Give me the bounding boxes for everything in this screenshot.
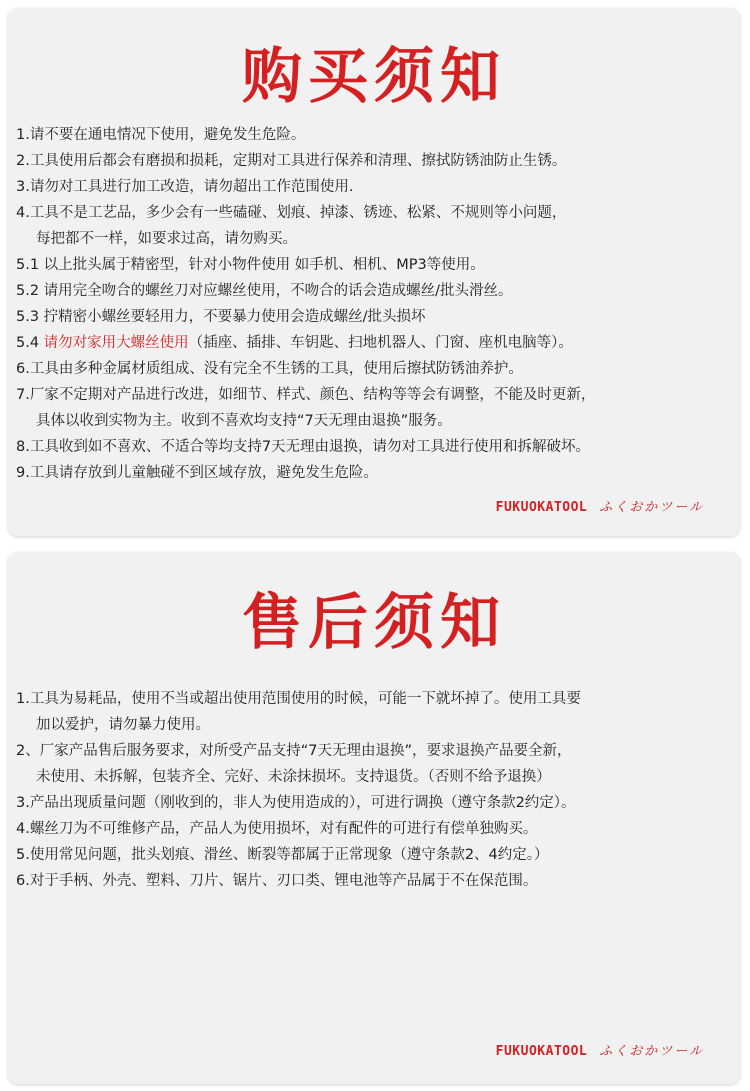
item-continuation: 具体以收到实物为主。收到不喜欢均支持“7天无理由退换”服务。 bbox=[36, 413, 452, 429]
after-sales-notice-list bbox=[16, 686, 732, 894]
item-continuation: 未使用、未拆解，包装齐全、完好、未涂抹损坏。支持退货。（否则不给予退换） bbox=[36, 769, 551, 785]
brand-signature bbox=[496, 1040, 704, 1059]
list-item bbox=[16, 200, 732, 252]
item-continuation: 加以爱护，请勿暴力使用。 bbox=[36, 717, 210, 733]
purchase-notice-card bbox=[8, 8, 740, 536]
brand-name-jp: ふくおかツール bbox=[599, 500, 704, 515]
item-text: 1.请不要在通电情况下使用，避免发生危险。 bbox=[16, 127, 306, 143]
item-text: 7.厂家不定期对产品进行改进，如细节、样式、颜色、结构等等会有调整，不能及时更新， bbox=[16, 387, 596, 403]
after-sales-notice-card bbox=[8, 552, 740, 1084]
brand-name-jp: ふくおかツール bbox=[599, 1044, 704, 1059]
list-item bbox=[16, 460, 732, 486]
list-item bbox=[16, 738, 732, 790]
item-text: 5.1 以上批头属于精密型，针对小物件使用 如手机、相机、MP3等使用。 bbox=[16, 257, 485, 273]
list-item bbox=[16, 278, 732, 304]
list-item bbox=[16, 382, 732, 434]
list-item bbox=[16, 356, 732, 382]
brand-name: FUKUOKATOOL bbox=[495, 500, 588, 515]
list-item bbox=[16, 816, 732, 842]
list-item bbox=[16, 174, 732, 200]
list-item bbox=[16, 686, 732, 738]
item-continuation: 每把都不一样，如要求过高，请勿购买。 bbox=[36, 231, 297, 247]
item-text: 5.4 bbox=[16, 335, 44, 351]
item-text: 4.螺丝刀为不可维修产品，产品人为使用损坏，对有配件的可进行有偿单独购买。 bbox=[16, 821, 538, 837]
after-sales-notice-title: 售后须知 bbox=[242, 588, 506, 658]
highlighted-text: 请勿对家用大螺丝使用 bbox=[43, 335, 189, 351]
brand-name: FUKUOKATOOL bbox=[495, 1044, 588, 1059]
list-item bbox=[16, 330, 732, 356]
item-text: 9.工具请存放到儿童触碰不到区域存放，避免发生危险。 bbox=[16, 465, 378, 481]
item-text: （插座、插排、车钥匙、扫地机器人、门窗、座机电脑等）。 bbox=[188, 335, 573, 351]
list-item bbox=[16, 122, 732, 148]
item-text: 6.对于手柄、外壳、塑料、刀片、锯片、刃口类、锂电池等产品属于不在保范围。 bbox=[16, 873, 538, 889]
list-item bbox=[16, 304, 732, 330]
item-text: 1.工具为易耗品，使用不当或超出使用范围使用的时候，可能一下就坏掉了。使用工具要 bbox=[16, 691, 581, 707]
item-text: 3.产品出现质量问题（刚收到的，非人为使用造成的），可进行调换（遵守条款2约定）。 bbox=[16, 795, 576, 811]
item-text: 4.工具不是工艺品，多少会有一些磕碰、划痕、掉漆、锈迹、松紧、不规则等小问题， bbox=[16, 205, 567, 221]
list-item bbox=[16, 148, 732, 174]
list-item bbox=[16, 434, 732, 460]
item-text: 5.3 拧精密小螺丝要轻用力，不要暴力使用会造成螺丝/批头损坏 bbox=[16, 309, 426, 325]
item-text: 8.工具收到如不喜欢、不适合等均支持7天无理由退换，请勿对工具进行使用和拆解破坏。 bbox=[16, 439, 591, 455]
list-item bbox=[16, 842, 732, 868]
item-text: 6.工具由多种金属材质组成、没有完全不生锈的工具，使用后擦拭防锈油养护。 bbox=[16, 361, 523, 377]
item-text: 5.2 请用完全吻合的螺丝刀对应螺丝使用，不吻合的话会造成螺丝/批头滑丝。 bbox=[16, 283, 513, 299]
item-text: 5.使用常见问题，批头划痕、滑丝、断裂等都属于正常现象（遵守条款2、4约定。） bbox=[16, 847, 549, 863]
item-text: 2、厂家产品售后服务要求，对所受产品支持“7天无理由退换”，要求退换产品要全新， bbox=[16, 743, 572, 759]
purchase-notice-list bbox=[16, 122, 732, 486]
item-text: 2.工具使用后都会有磨损和损耗，定期对工具进行保养和清理、擦拭防锈油防止生锈。 bbox=[16, 153, 567, 169]
list-item bbox=[16, 868, 732, 894]
purchase-notice-title: 购买须知 bbox=[242, 42, 506, 112]
list-item bbox=[16, 252, 732, 278]
list-item bbox=[16, 790, 732, 816]
brand-signature bbox=[496, 496, 704, 515]
item-text: 3.请勿对工具进行加工改造，请勿超出工作范围使用. bbox=[16, 179, 354, 195]
